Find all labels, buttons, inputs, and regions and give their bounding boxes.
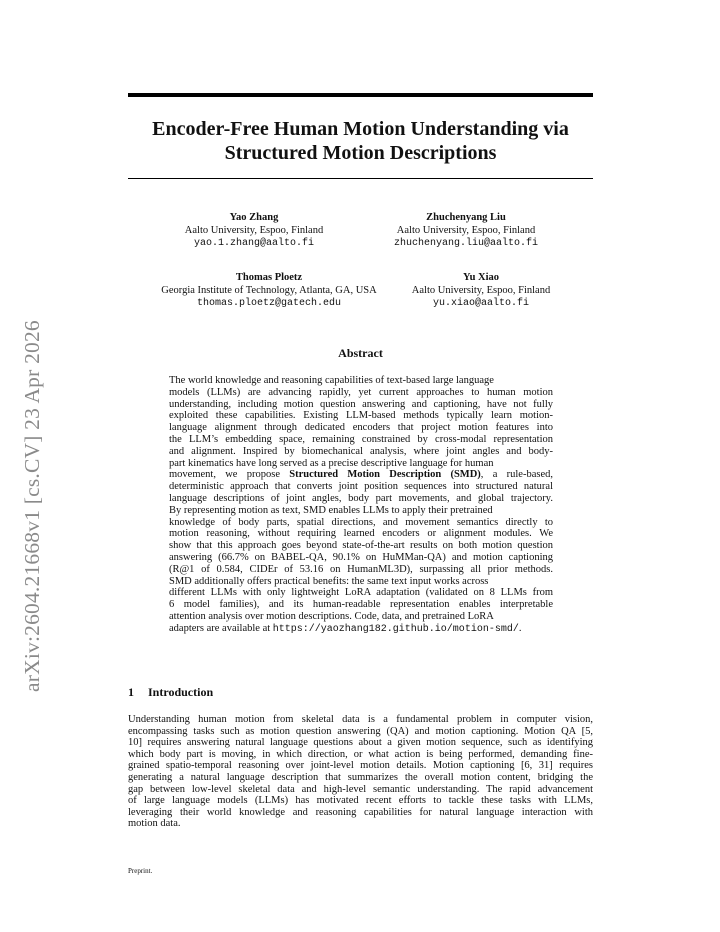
intro-line: grained spatio-temporal reasoning over joint-level motion details. Motion captioning [6, 31] requires — [128, 760, 593, 772]
intro-line: of large language models (LLMs) has motivated recent efforts to tackle these tasks with LLMs, — [128, 795, 593, 807]
abstract-line: (R@1 of 0.584, CIDEr of 53.16 on HumanML3D), surpassing all prior methods. — [169, 563, 553, 575]
abstract-line: The world knowledge and reasoning capabilities of text-based large language — [169, 375, 494, 386]
abstract-line: part kinematics have long served as a precise descriptive language for human — [169, 457, 494, 469]
paper-title-line-1: Encoder-Free Human Motion Understanding via — [152, 118, 569, 140]
author-name: Zhuchenyang Liu — [426, 212, 506, 223]
intro-line: leveraging their world knowledge and reasoning capabilities for natural language interaction with — [128, 806, 593, 818]
author-affiliation: Georgia Institute of Technology, Atlanta, GA, USA — [161, 285, 377, 296]
abstract-line: language descriptions of joint angles, body part movements, and global trajectory. — [169, 492, 553, 504]
abstract-line: SMD additionally offers practical benefits: the same text input works across — [169, 575, 489, 587]
section-number: 1 — [128, 685, 134, 699]
abstract-text: . — [518, 622, 522, 634]
section-title: Introduction — [148, 685, 214, 699]
intro-line: encompassing tasks such as motion question answering (QA) and motion captioning. Motion QA [5, — [128, 725, 593, 737]
abstract-line: show that this approach goes beyond state-of-the-art results on both motion question — [169, 540, 553, 552]
arxiv-identifier: arXiv:2604.21668v1 [cs.CV] 23 Apr 2026 — [20, 320, 44, 692]
abstract-line: motion reasoning, without requiring learned encoders or alignment modules. We — [169, 528, 553, 540]
abstract-line: deterministic approach that converts joint position sequences into structured natural — [169, 481, 553, 493]
abstract-line: different LLMs with only lightweight LoRA adaptation (validated on 8 LLMs from — [169, 587, 553, 599]
author-affiliation: Aalto University, Espoo, Finland — [411, 285, 551, 296]
author-block — [346, 211, 586, 250]
author-email: thomas.ploetz@gatech.edu — [196, 298, 342, 309]
section-heading — [128, 685, 213, 700]
abstract-line: language alignment through dedicated encoders that project motion features into — [169, 422, 553, 434]
abstract-line: attention analysis over motion descriptions. Code, data, and pretrained LoRA — [169, 610, 494, 622]
abstract-line: knowledge of body parts, spatial directions, and movement semantics directly to — [169, 516, 553, 528]
paper-title-line-2: Structured Motion Descriptions — [224, 142, 497, 164]
abstract-line: 6 model families), and its human-readable representation enables interpretable — [169, 599, 553, 611]
abstract-line: models (LLMs) are advancing rapidly, yet current approaches to human motion — [169, 386, 553, 398]
abstract-body — [169, 375, 553, 635]
author-email: zhuchenyang.liu@aalto.fi — [393, 238, 539, 249]
author-affiliation: Aalto University, Espoo, Finland — [184, 225, 324, 236]
author-email: yu.xiao@aalto.fi — [432, 298, 529, 309]
intro-line: 10] requires answering natural language questions about a given motion sequence, such as identifying — [128, 737, 593, 749]
abstract-text: , a rule-based, — [480, 469, 553, 481]
author-block — [361, 271, 601, 310]
abstract-heading: Abstract — [338, 346, 383, 360]
introduction-body — [128, 714, 593, 830]
smd-term: Structured Motion Description (SMD) — [289, 469, 481, 481]
abstract-text: movement, we propose — [169, 469, 290, 481]
title-bottom-rule — [128, 178, 593, 179]
abstract-line: understanding, including motion question answering and captioning, have not fully — [169, 398, 553, 410]
abstract-line: By representing motion as text, SMD enables LLMs to apply their pretrained — [169, 504, 493, 516]
abstract-line: the LLM’s embedding space, remaining constrained by cross-modal representation — [169, 433, 553, 445]
abstract-line — [169, 623, 553, 635]
abstract-text: adapters are available at — [169, 622, 273, 634]
intro-line: which body part is moving, in which direction, or what action is being performed, demanding fine- — [128, 748, 593, 760]
project-url-link[interactable]: https://yaozhang182.github.io/motion-smd/ — [272, 623, 519, 635]
author-name: Yu Xiao — [462, 272, 500, 283]
footer-note: Preprint. — [128, 867, 153, 875]
author-email: yao.1.zhang@aalto.fi — [193, 238, 315, 249]
abstract-line: exploited these capabilities. Existing LLM-based methods typically learn motion- — [169, 410, 553, 422]
intro-line: motion data. — [128, 818, 181, 830]
intro-line: generating a natural language description that summarizes the overall motion content, bridging the — [128, 771, 593, 783]
intro-line: Understanding human motion from skeletal data is a fundamental problem in computer vision, — [128, 714, 593, 725]
author-name: Thomas Ploetz — [235, 272, 303, 283]
abstract-line: and alignment. Inspired by biomechanical analysis, where joint angles and body- — [169, 445, 553, 457]
author-name: Yao Zhang — [229, 212, 279, 223]
author-affiliation: Aalto University, Espoo, Finland — [396, 225, 536, 236]
abstract-line — [169, 469, 553, 481]
intro-line: gap between low-level skeletal data and high-level semantic understanding. The rapid advancement — [128, 783, 593, 795]
abstract-line: answering (66.7% on BABEL-QA, 90.1% on HuMMan-QA) and motion captioning — [169, 551, 553, 563]
top-rule — [128, 93, 593, 97]
author-block — [134, 211, 374, 250]
